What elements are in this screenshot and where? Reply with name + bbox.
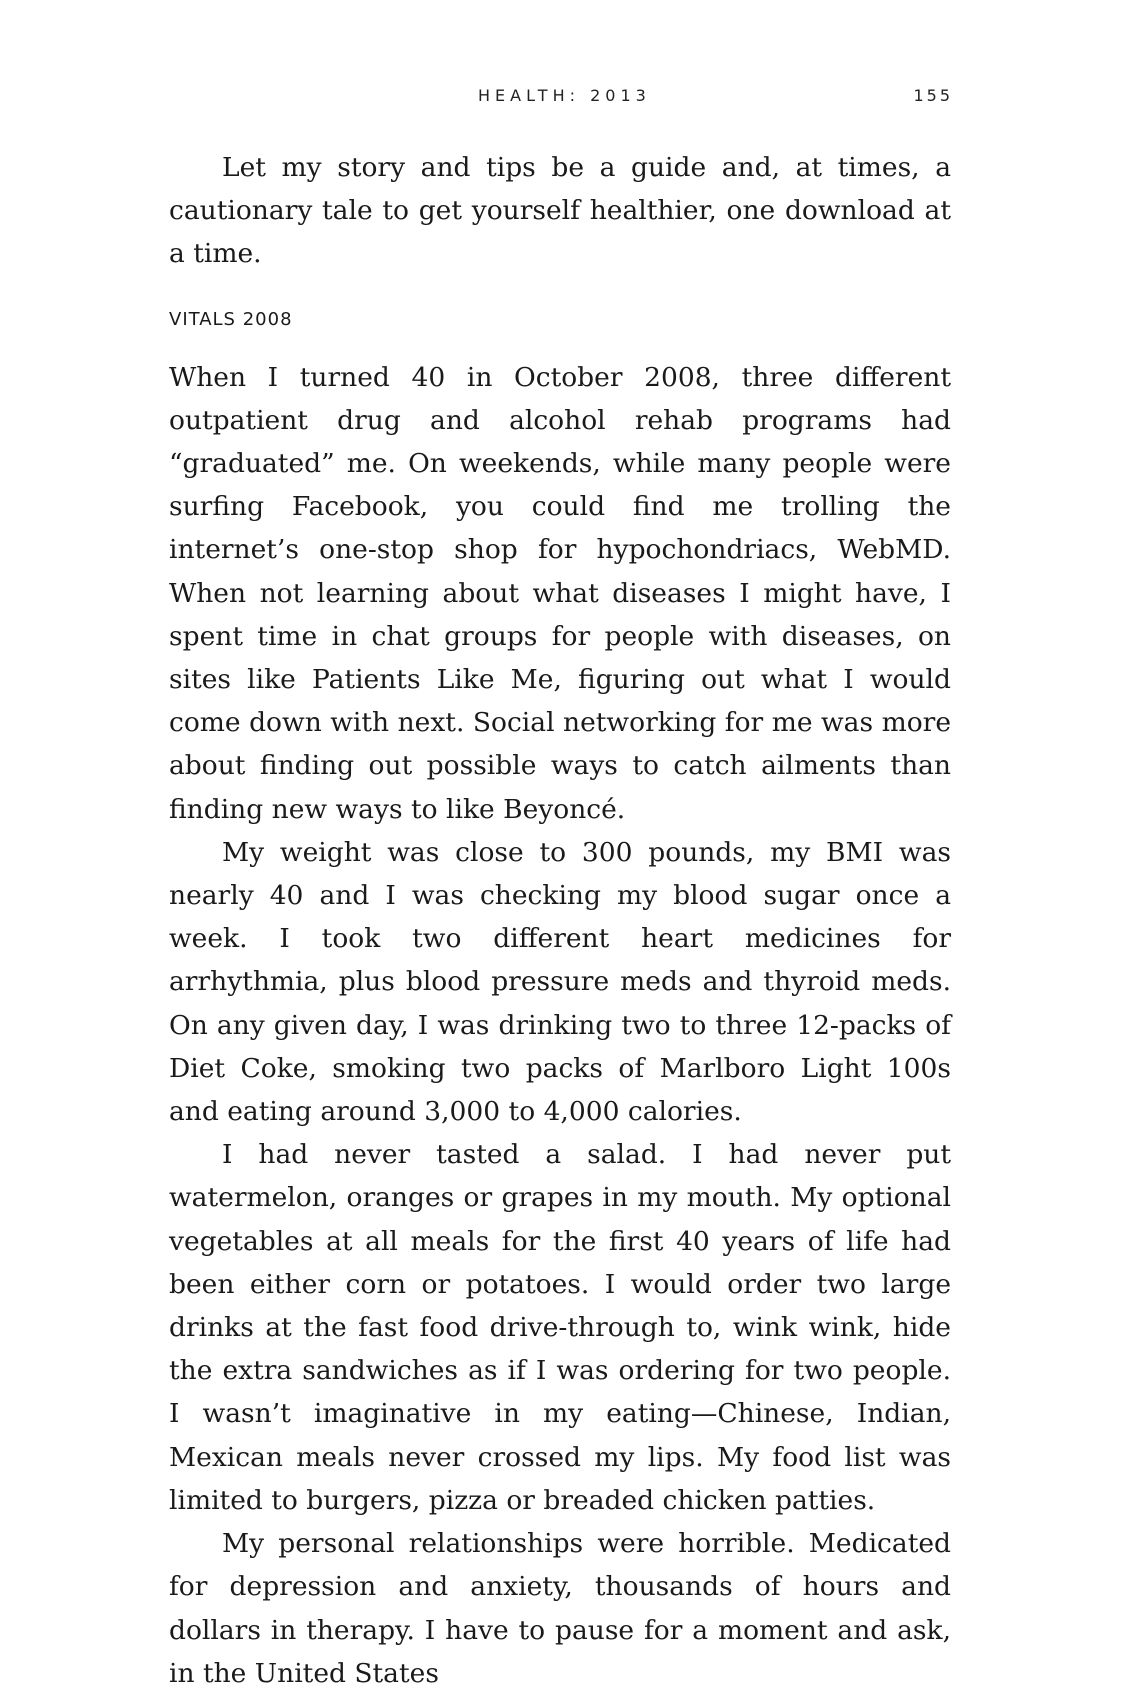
body-text (169, 146, 951, 1695)
section-heading: VITALS 2008 (169, 308, 293, 330)
paragraph: I had never tasted a salad. I had never put watermelon, oranges or grapes in my mouth. My optional vegetables at all meals for the first 40 years of life had been either corn or potatoes. I would order two large drinks at the fast food drive-through to, wink wink, hide the extra sandwiches as if I was ordering for two people. I wasn’t imaginative in my eating—Chinese, Indian, Mexican meals never crossed my lips. My food list was limited to burgers, pizza or breaded chicken patties. (169, 1139, 951, 1516)
paragraph: My weight was close to 300 pounds, my BMI was nearly 40 and I was checking my blood sugar once a week. I took two different heart medicines for arrhythmia, plus blood pressure meds and thyroid meds. On any given day, I was drinking two to three 12-packs of Diet Coke, smoking two packs of Marlboro Light 100s and eating around 3,000 to 4,000 calories. (169, 836, 951, 1128)
intro-paragraph: Let my story and tips be a guide and, at times, a cautionary tale to get yourself healthier, one download at a time. (169, 152, 951, 270)
running-head (0, 86, 1148, 110)
running-title: HEALTH: 2013 (478, 86, 651, 105)
page-number: 155 (913, 86, 953, 105)
paragraph: When I turned 40 in October 2008, three different outpatient drug and alcohol rehab programs had “graduated” me. On weekends, while many people were surfing Facebook, you could find me trolling the internet’s one-stop shop for hypochondriacs, WebMD. When not learning about what diseases I might have, I spent time in chat groups for people with diseases, on sites like Patients Like Me, figuring out what I would come down with next. Social networking for me was more about finding out possible ways to catch ailments than finding new ways to like Beyoncé. (169, 361, 951, 825)
paragraph: My personal relationships were horrible. Medicated for depression and anxiety, thousands of hours and dollars in therapy. I have to pause for a moment and ask, in the United States (169, 1528, 951, 1689)
